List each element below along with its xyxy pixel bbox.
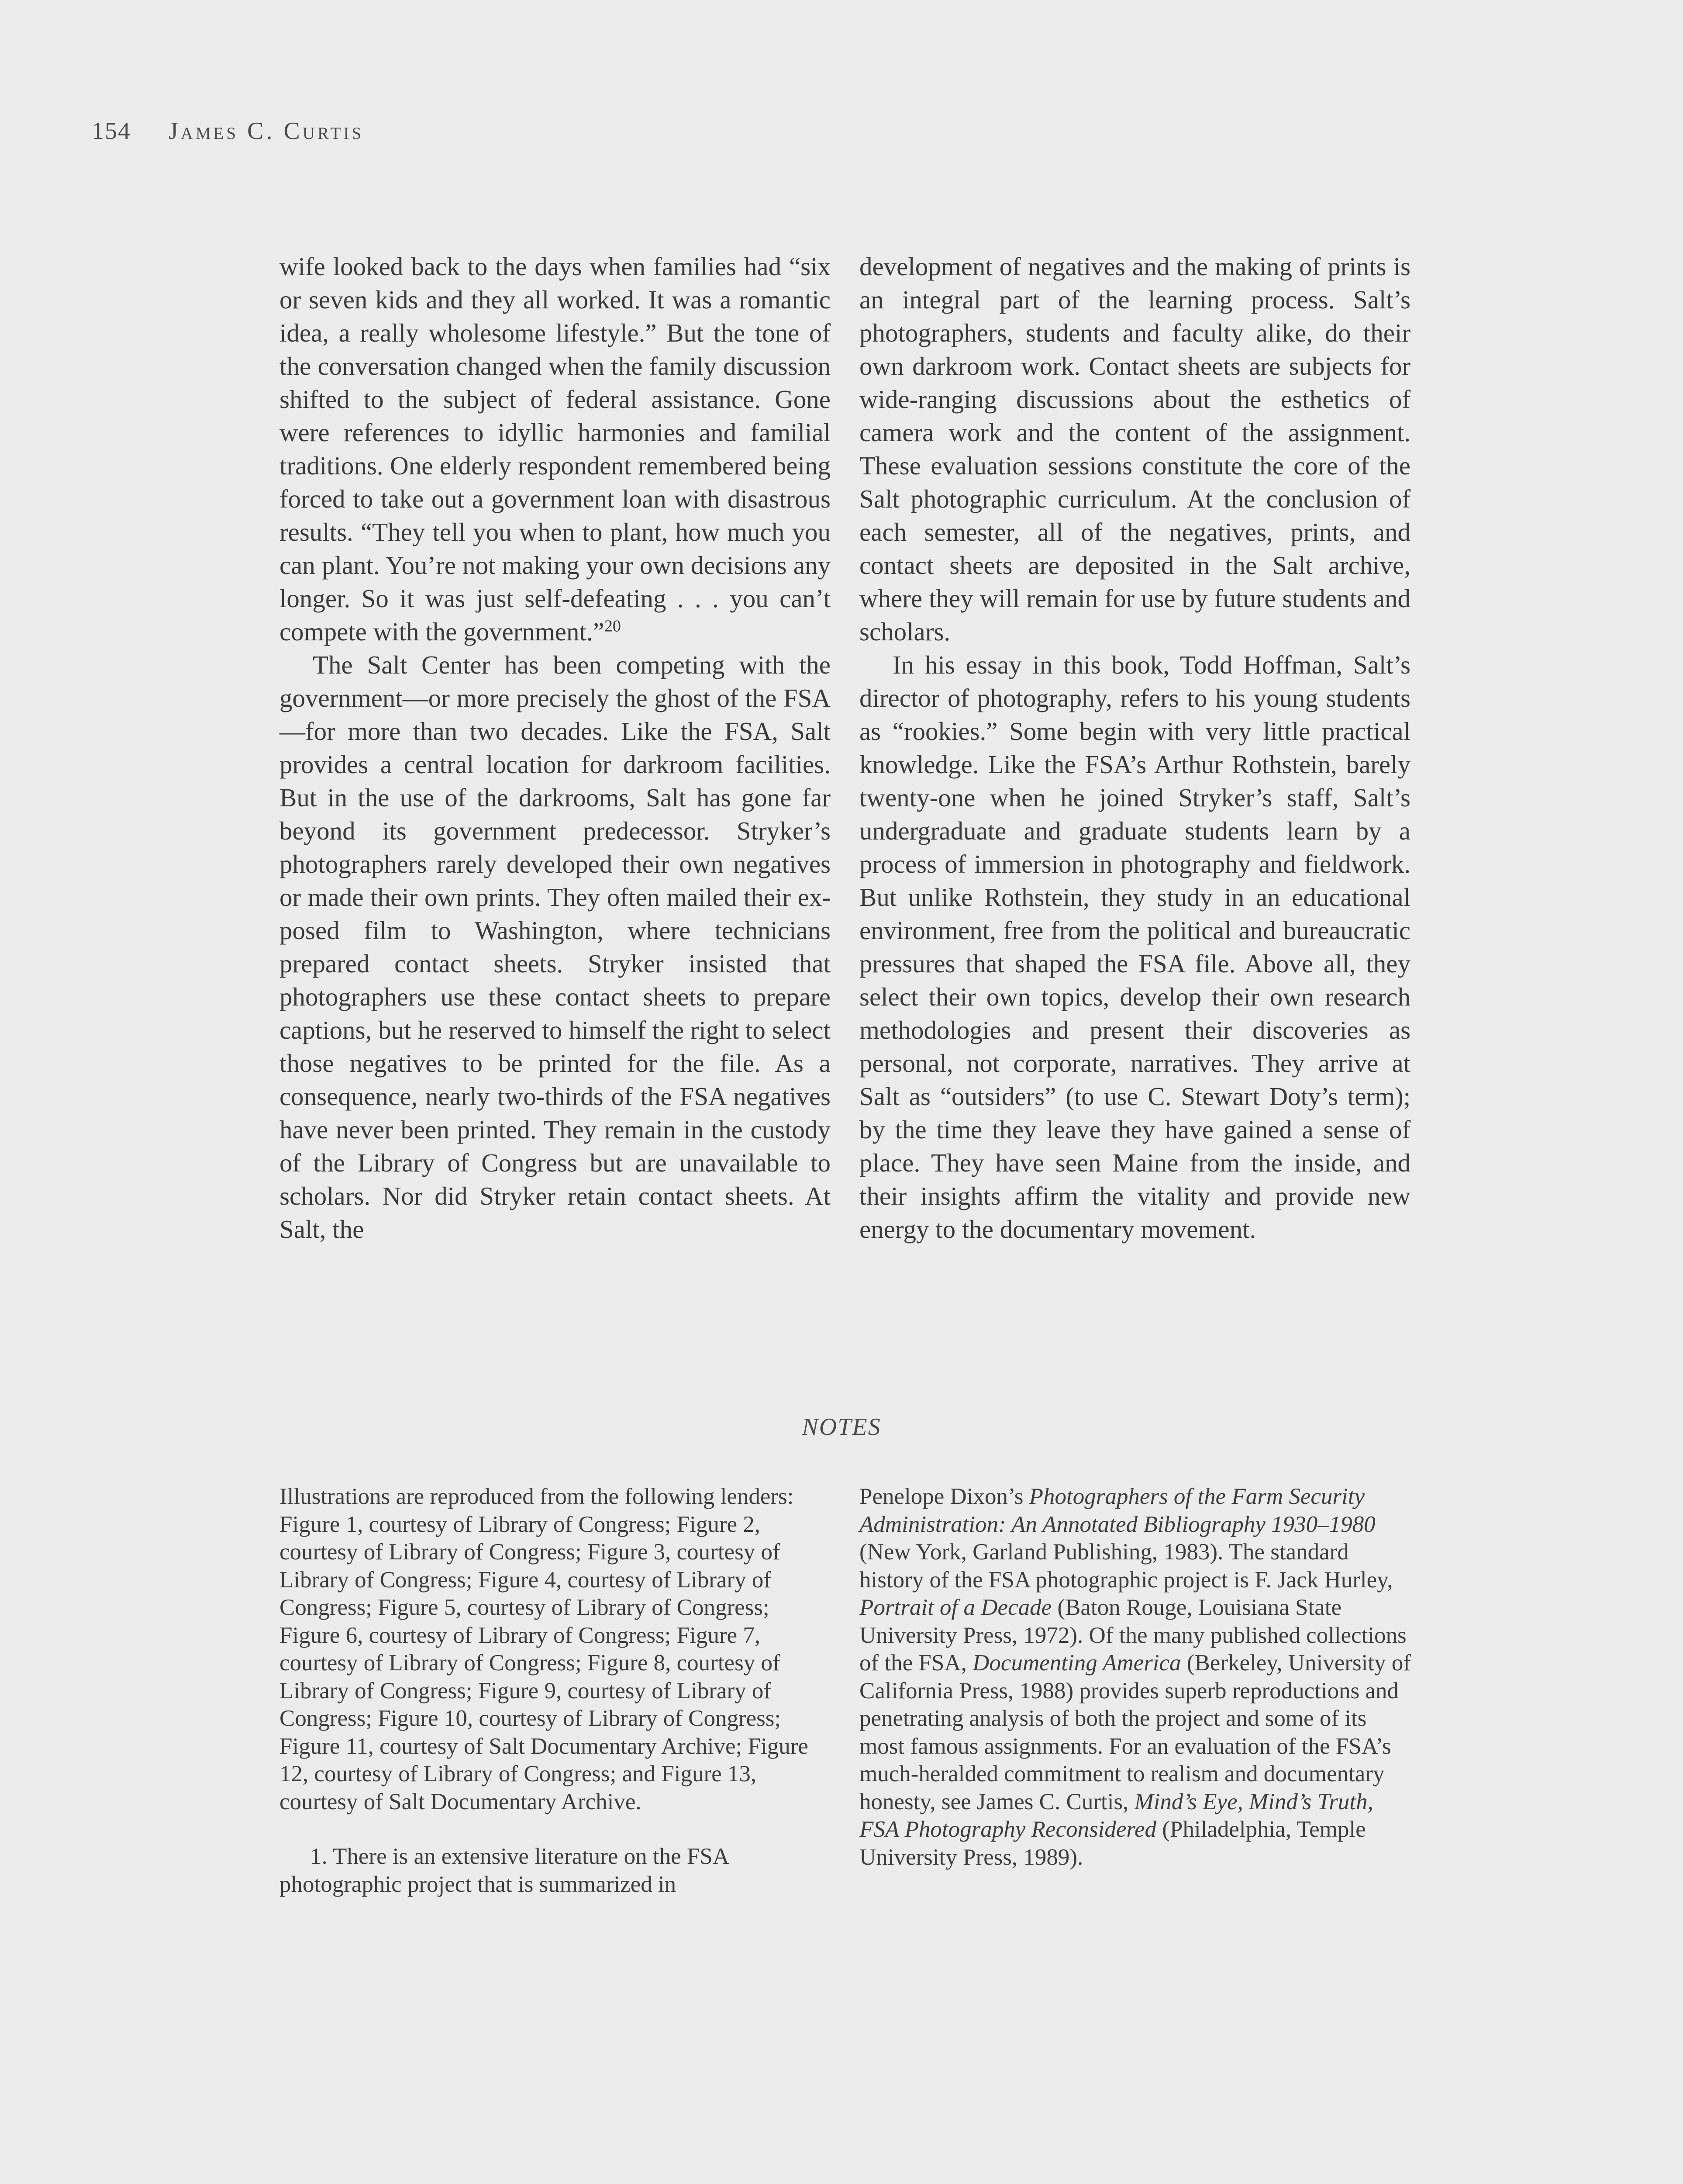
note-text: (Philadelphia, Temple University Press, 1989).: [859, 1817, 1366, 1870]
body-paragraph: [279, 250, 831, 648]
page-number: 154: [92, 117, 131, 145]
note-text: (Baton Rouge, Louisiana State University Press, 1972). Of the many published collections of the FSA,: [859, 1595, 1407, 1676]
paragraph-text: wife looked back to the days when families had “six or seven kids and they all worked. It was a romantic idea, a really wholesome lifestyle.” But the tone of the conversation changed when the family discussion shifted to the subject of federal assistance. Gone were references to idyllic harmonies and familial traditions. One elderly respondent remembered being forced to take out a government loan with disastrous results. “They tell you when to plant, how much you can plant. You’re not making your own decisions any longer. So it was just self-defeating . . . you can’t compete with the government.”: [279, 252, 831, 646]
notes-heading: NOTES: [802, 1413, 881, 1441]
book-title: Photographers of the Farm Security Administration: An Annotated Bibliography 1930–1980: [859, 1484, 1376, 1537]
footnote-ref: 20: [604, 617, 621, 636]
book-title: Mind’s Eye, Mind’s Truth, FSA Photography Reconsidered: [859, 1789, 1373, 1842]
body-column-right: [859, 250, 1411, 1246]
notes-column-right: [859, 1483, 1414, 1871]
notes-column-left: [279, 1483, 834, 1898]
footnote-1-continued: [859, 1483, 1414, 1871]
note-text: Penelope Dixon’s: [859, 1484, 1029, 1509]
body-paragraph: In his essay in this book, Todd Hoffman, Salt’s director of photography, refers to his young students as “rookies.” Some begin with very little practical knowledge. Like the FSA’s Arthur Rothstein, barely twenty-one when he joined Stryker’s staff, Salt’s undergraduate and graduate students learn by a process of immersion in photography and fieldwork. But unlike Rothstein, they study in an educational environment, free from the political and bureaucratic pressures that shaped the FSA file. Above all, they select their own topics, develop their own research methodologies and present their discoveries as personal, not corporate, narratives. They arrive at Salt as “outsiders” (to use C. Stewart Doty’s term); by the time they leave they have gained a sense of place. They have seen Maine from the inside, and their insights affirm the vitality and provide new energy to the documentary movement.: [859, 650, 1411, 1244]
running-head-author: James C. Curtis: [169, 117, 364, 145]
note-text: (Berkeley, University of California Press, 1988) provides superb reproductions and penetrating analysis of both the project and some of its most famous assignments. For an evaluation of the FSA’s much-heralded commitment to realism and documentary honesty, see James C. Curtis,: [859, 1650, 1411, 1814]
footnote-1: 1. There is an extensive literature on the FSA photographic project that is summarized in: [279, 1844, 728, 1897]
book-title: Documenting America: [973, 1650, 1181, 1676]
note-text: (New York, Garland Publishing, 1983). The standard history of the FSA photographic project is F. Jack Hurley,: [859, 1539, 1393, 1593]
body-paragraph: development of negatives and the making of prints is an integral part of the learning process. Salt’s photographers, students and faculty alike, do their own darkroom work. Contact sheets are subjects for wide-ranging discussions about the esthetics of camera work and the content of the assignment. These evaluation sessions constitute the core of the Salt photographic curriculum. At the conclusion of each semester, all of the negatives, prints, and contact sheets are deposited in the Salt archive, where they will remain for use by future students and scholars.: [859, 252, 1411, 646]
running-head: [92, 117, 364, 145]
body-column-left: [279, 250, 831, 1246]
body-paragraph: The Salt Center has been competing with the government—or more precisely the ghost of the FSA—for more than two decades. Like the FSA, Salt provides a central location for darkroom facilities. But in the use of the darkrooms, Salt has gone far beyond its government predecessor. Stryker’s photographers rarely developed their own negatives or made their own prints. They often mailed their exposed film to Washington, where technicians prepared contact sheets. Stryker insisted that photographers use these contact sheets to prepare captions, but he reserved to himself the right to select those negatives to be printed for the file. As a consequence, nearly two-thirds of the FSA negatives have never been printed. They remain in the custody of the Library of Congress but are unavailable to scholars. Nor did Stryker retain contact sheets. At Salt, the: [279, 650, 831, 1244]
book-title: Portrait of a Decade: [859, 1595, 1052, 1620]
illustrations-note: Illustrations are reproduced from the following lenders: Figure 1, courtesy of Library of Congress; Figure 2, courtesy of Library of Congress; Figure 3, courtesy of Library of Congress; Figure 4, courtesy of Library of Congress; Figure 5, courtesy of Library of Congress; Figure 6, courtesy of Library of Congress; Figure 7, courtesy of Library of Congress; Figure 8, courtesy of Library of Congress; Figure 9, courtesy of Library of Congress; Figure 10, courtesy of Library of Congress; Figure 11, courtesy of Salt Documentary Archive; Figure 12, courtesy of Library of Congress; and Figure 13, courtesy of Salt Documentary Archive.: [279, 1484, 808, 1814]
